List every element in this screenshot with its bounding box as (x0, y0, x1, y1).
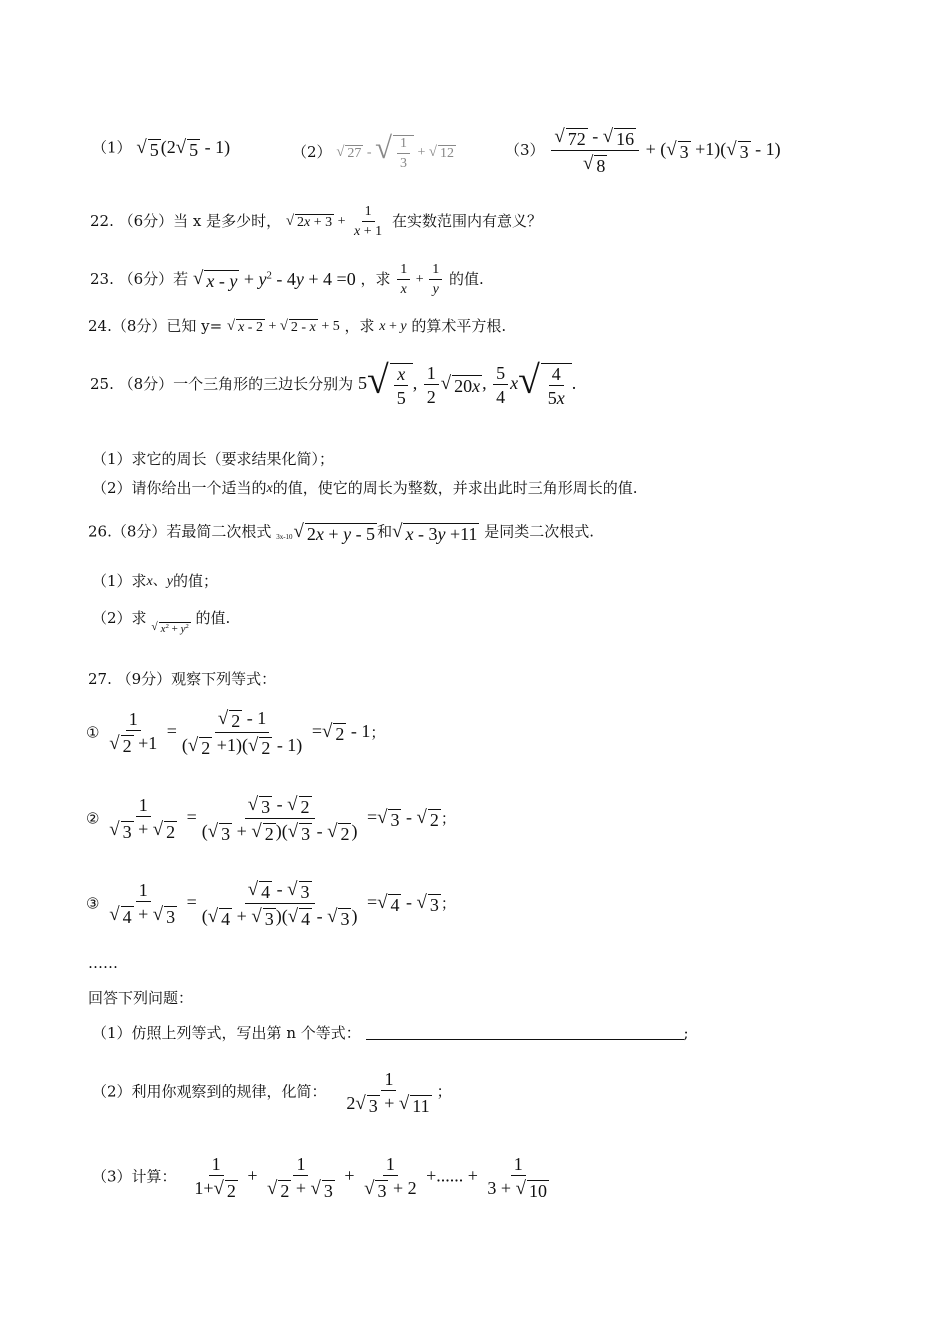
q27-eq3-expr: 1 √ 4 + √ 3 = √ 4 - √ 3 ( √ 4 + √ 3 )( √ 4 - √ 3 ) = √ 4 - √ 3 (109, 878, 439, 929)
q25-expr: 5 √ $\frac{x}{5}$ , $\frac{1}{2}$ √ 20x , $\frac{5}{4}$ x √ $\frac{4}{5x}$ . (357, 358, 577, 408)
q26-expr2: √ x - 3y +11 (392, 520, 478, 544)
q22-tail: 在实数范围内有意义？ (391, 212, 542, 230)
q24 (88, 319, 506, 335)
q27-eq2-marker: ② (86, 809, 100, 828)
q21-part1-label: （1） (92, 138, 132, 157)
answer-blank[interactable] (366, 1025, 684, 1040)
q23-mid: ，求 (360, 270, 391, 288)
q27-eq3 (86, 880, 456, 928)
q27-eq3-marker: ③ (86, 894, 100, 913)
q25 (90, 358, 577, 408)
q23 (90, 263, 484, 297)
q21-part2-label: （2） (292, 143, 332, 161)
q27-eq1-expr: 1 √ 2 +1 = √ 2 - 1 ( √ 2 +1)( √ 2 - 1) = √ 2 - 1 (109, 707, 371, 758)
q27-sub3 (92, 1155, 554, 1200)
q24-expr: √ x - 2 + √ 2 - x + 5 (227, 318, 340, 335)
q25-sub1: （1）求它的周长（要求结果化简）； (92, 450, 335, 468)
q23-label: 23. （6分）若 (90, 270, 189, 288)
q27-eq1-marker: ① (86, 723, 100, 742)
q26-sub2-b: 的值. (195, 609, 231, 627)
q26-label: 26.（8分）若最简二次根式 (88, 522, 272, 541)
q26 (88, 522, 594, 543)
q25-sub2-a: （2）请你给出一个适当的 (92, 479, 267, 497)
q24-tail: 的算术平方根. (411, 317, 507, 335)
q26-expr1: 3x-10 √ 2x + y - 5 (276, 520, 376, 544)
q22-label: 22. （6分）当 x 是多少时， (90, 212, 282, 230)
q27-sub3-expr: 1 1+ √ 2 + 1 √ 2 + √ 3 + 1 √ 3 + 2 +...... + 1 3 + √ 10 (194, 1154, 547, 1201)
q26-vars: x、y (146, 574, 173, 589)
q27-eq2 (86, 795, 456, 843)
q27-dots: …… (88, 954, 118, 972)
q21-part2 (292, 131, 456, 171)
q26-tail: 是同类二次根式. (484, 522, 594, 541)
q27-sub2 (92, 1070, 452, 1115)
q26-sub2 (92, 611, 230, 635)
q27-answer: 回答下列问题： (88, 989, 194, 1007)
q26-sub2-a: （2）求 (92, 609, 147, 627)
q26-sub1-a: （1）求 (92, 572, 147, 590)
q24-expr2: x + y (379, 319, 407, 334)
q27-eq3-semi: ； (440, 894, 456, 913)
q27-eq1 (86, 709, 385, 757)
q27-sub2-text: （2）利用你观察到的规律，化简： (92, 1082, 327, 1101)
q21-part3-label: （3） (505, 140, 545, 159)
q24-mid: ，求 (344, 317, 375, 335)
q23-tail: 的值. (448, 270, 484, 288)
q21-part1 (92, 138, 230, 159)
q21-part3 (505, 127, 781, 175)
q21-part3-expr: √ 72 - √ 16 √ 8 + ( √ 3 +1)( √ 3 - 1) (549, 127, 780, 175)
q27-sub1 (92, 1025, 689, 1041)
q26-and: 和 (377, 522, 393, 541)
q26-sub1-b: 的值； (172, 572, 218, 590)
q21-part1-expr: √ 5 (2 √ 5 - 1) (136, 136, 231, 160)
q27: 27. （9分）观察下列等式： (88, 670, 277, 688)
q25-label: 25. （8分）一个三角形的三边长分别为 (90, 375, 354, 393)
q25-sub2-b: 的值，使它的周长为整数，并求出此时三角形周长的值. (272, 479, 638, 497)
q27-sub1-end: ; (683, 1024, 689, 1042)
q22 (90, 205, 542, 239)
q22-expr: √ 2x + 3 + $\frac{1}{x + 1}$ (285, 204, 383, 239)
q23-frac-expr: $\frac{1}{x}$ + $\frac{1}{y}$ (395, 263, 444, 297)
q26-sub1 (92, 574, 218, 589)
q27-eq1-semi: ； (370, 723, 386, 742)
q25-sub2 (92, 481, 638, 496)
q27-sub2-expr: 1 2 √ 3 + √ 11 (346, 1069, 430, 1116)
q27-sub2-end: ； (436, 1082, 452, 1101)
q24-label: 24.（8分）已知 y= (88, 317, 223, 335)
q25-var-x: x (266, 481, 273, 496)
q27-sub3-text: （3）计算： (92, 1167, 177, 1186)
q26-sub2-expr: √ $x^2 + y^2$ (151, 620, 189, 635)
q27-sub1-text: （1）仿照上列等式，写出第 n 个等式： (92, 1024, 361, 1042)
q21-part2-expr: √ 27 - √ $\frac{1}{3}$ + √ 12 (336, 131, 454, 171)
q27-eq2-semi: ； (440, 809, 456, 828)
q27-eq2-expr: 1 √ 3 + √ 2 = √ 3 - √ 2 ( √ 3 + √ 2 )( √ 3 - √ 2 ) = √ 3 - √ 2 (109, 793, 439, 844)
q23-expr: √ x - y + $y^2 - 4y + 4 =0$ (192, 268, 356, 292)
